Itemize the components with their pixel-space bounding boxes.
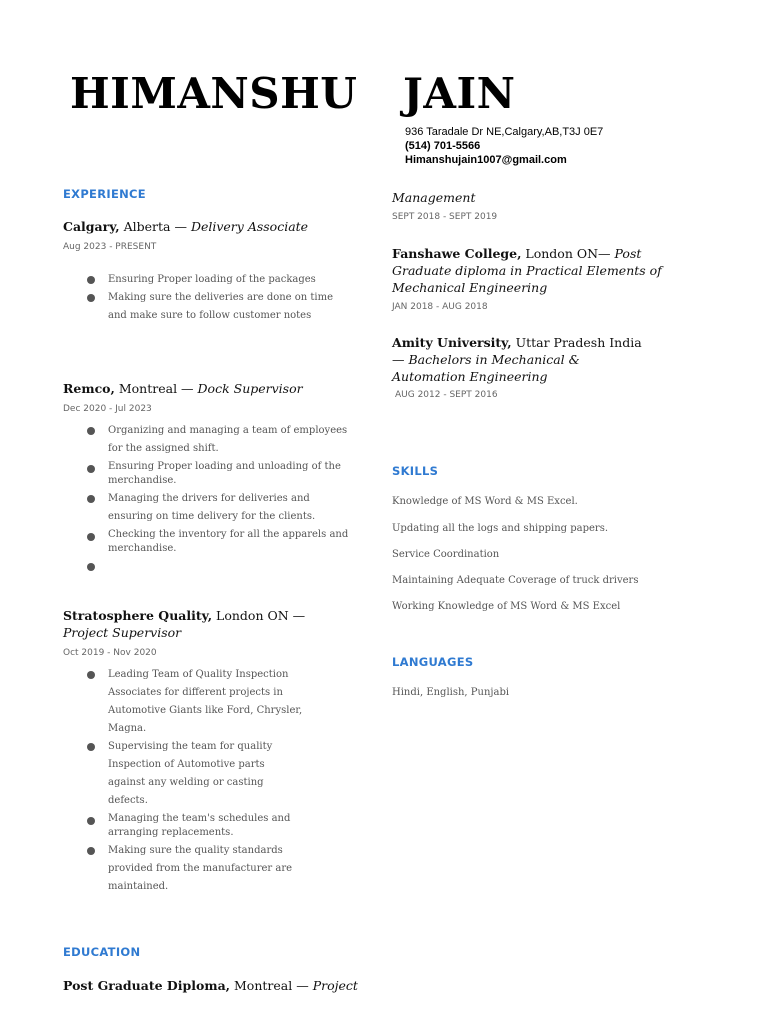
languages-heading: LANGUAGES: [392, 655, 474, 669]
first-name: HIMANSHU: [70, 69, 358, 118]
list-item: Ensuring Proper loading and unloading of the merchandise.: [63, 460, 353, 488]
job-1-role: Delivery Associate: [190, 219, 309, 234]
education-2-location: London ON—: [521, 246, 615, 261]
skill-item: Maintaining Adequate Coverage of truck drivers: [392, 575, 639, 586]
job-3-bullets: [63, 666, 303, 896]
job-1-location: Alberta —: [119, 219, 191, 234]
education-3-dates: AUG 2012 - SEPT 2016: [395, 390, 498, 400]
list-item: Checking the inventory for all the apparels and merchandise.: [63, 528, 353, 556]
education-1-heading: [63, 977, 363, 994]
skill-item: Working Knowledge of MS Word & MS Excel: [392, 601, 621, 612]
email: Himanshujain1007@gmail.com: [405, 154, 567, 166]
list-item: Supervising the team for quality Inspection of Automotive parts against any welding or casting defects.: [63, 738, 303, 810]
education-2-school: Fanshawe College,: [392, 246, 522, 261]
phone: (514) 701-5566: [405, 140, 481, 152]
list-item: Ensuring Proper loading of the packages: [63, 271, 363, 289]
education-1-program-continued: Management: [392, 190, 476, 205]
job-2-dates: Dec 2020 - Jul 2023: [63, 404, 152, 414]
job-1-bullets: [63, 271, 363, 325]
job-2-bullets: [63, 422, 353, 576]
skill-item: Updating all the logs and shipping papers.: [392, 523, 609, 534]
education-1-location: Montreal —: [230, 978, 313, 993]
education-3-heading: [392, 334, 652, 385]
list-item: Organizing and managing a team of employees for the assigned shift.: [63, 422, 353, 458]
address: 936 Taradale Dr NE,Calgary,AB,T3J 0E7: [405, 126, 604, 138]
last-name: JAIN: [403, 69, 516, 118]
education-2-dates: JAN 2018 - AUG 2018: [392, 302, 488, 312]
contact-block: [405, 125, 603, 167]
job-2-role: Dock Supervisor: [197, 381, 303, 396]
experience-heading: EXPERIENCE: [63, 187, 146, 201]
education-2-program: Post Graduate diploma in Practical Elements of Mechanical Engineering: [392, 246, 662, 295]
list-item: Managing the drivers for deliveries and ensuring on time delivery for the clients.: [63, 490, 353, 526]
education-1-program: Project: [312, 978, 358, 993]
education-3-school: Amity University,: [392, 335, 512, 350]
job-3-dates: Oct 2019 - Nov 2020: [63, 648, 157, 658]
job-1-company: Calgary,: [63, 219, 120, 234]
job-3-location: London ON —: [212, 608, 306, 623]
education-2-heading: [392, 245, 692, 296]
list-item: Making sure the quality standards provided from the manufacturer are maintained.: [63, 842, 303, 896]
education-1-dates: SEPT 2018 - SEPT 2019: [392, 212, 498, 222]
job-2-company: Remco,: [63, 381, 115, 396]
education-heading: EDUCATION: [63, 945, 141, 959]
skill-item: Service Coordination: [392, 549, 500, 560]
job-3-company: Stratosphere Quality,: [63, 608, 213, 623]
education-3-location: Uttar Pradesh India —: [392, 335, 642, 367]
job-1-heading: [63, 218, 353, 235]
list-item: Leading Team of Quality Inspection Associates for different projects in Automotive Giants like Ford, Chrysler, Magna.: [63, 666, 303, 738]
skill-item: Knowledge of MS Word & MS Excel.: [392, 496, 578, 507]
job-2-location: Montreal —: [114, 381, 198, 396]
job-3-role: Project Supervisor: [63, 625, 182, 640]
job-2-heading: [63, 380, 353, 397]
education-3-program: Bachelors in Mechanical & Automation Engineering: [392, 352, 580, 384]
list-item: [63, 558, 353, 576]
skills-heading: SKILLS: [392, 464, 439, 478]
job-3-heading: [63, 607, 353, 641]
list-item: Managing the team's schedules and arranging replacements.: [63, 812, 303, 840]
list-item: Making sure the deliveries are done on time and make sure to follow customer notes: [63, 289, 363, 325]
languages-list: Hindi, English, Punjabi: [392, 687, 510, 698]
education-1-school: Post Graduate Diploma,: [63, 978, 231, 993]
job-1-dates: Aug 2023 - PRESENT: [63, 242, 157, 252]
